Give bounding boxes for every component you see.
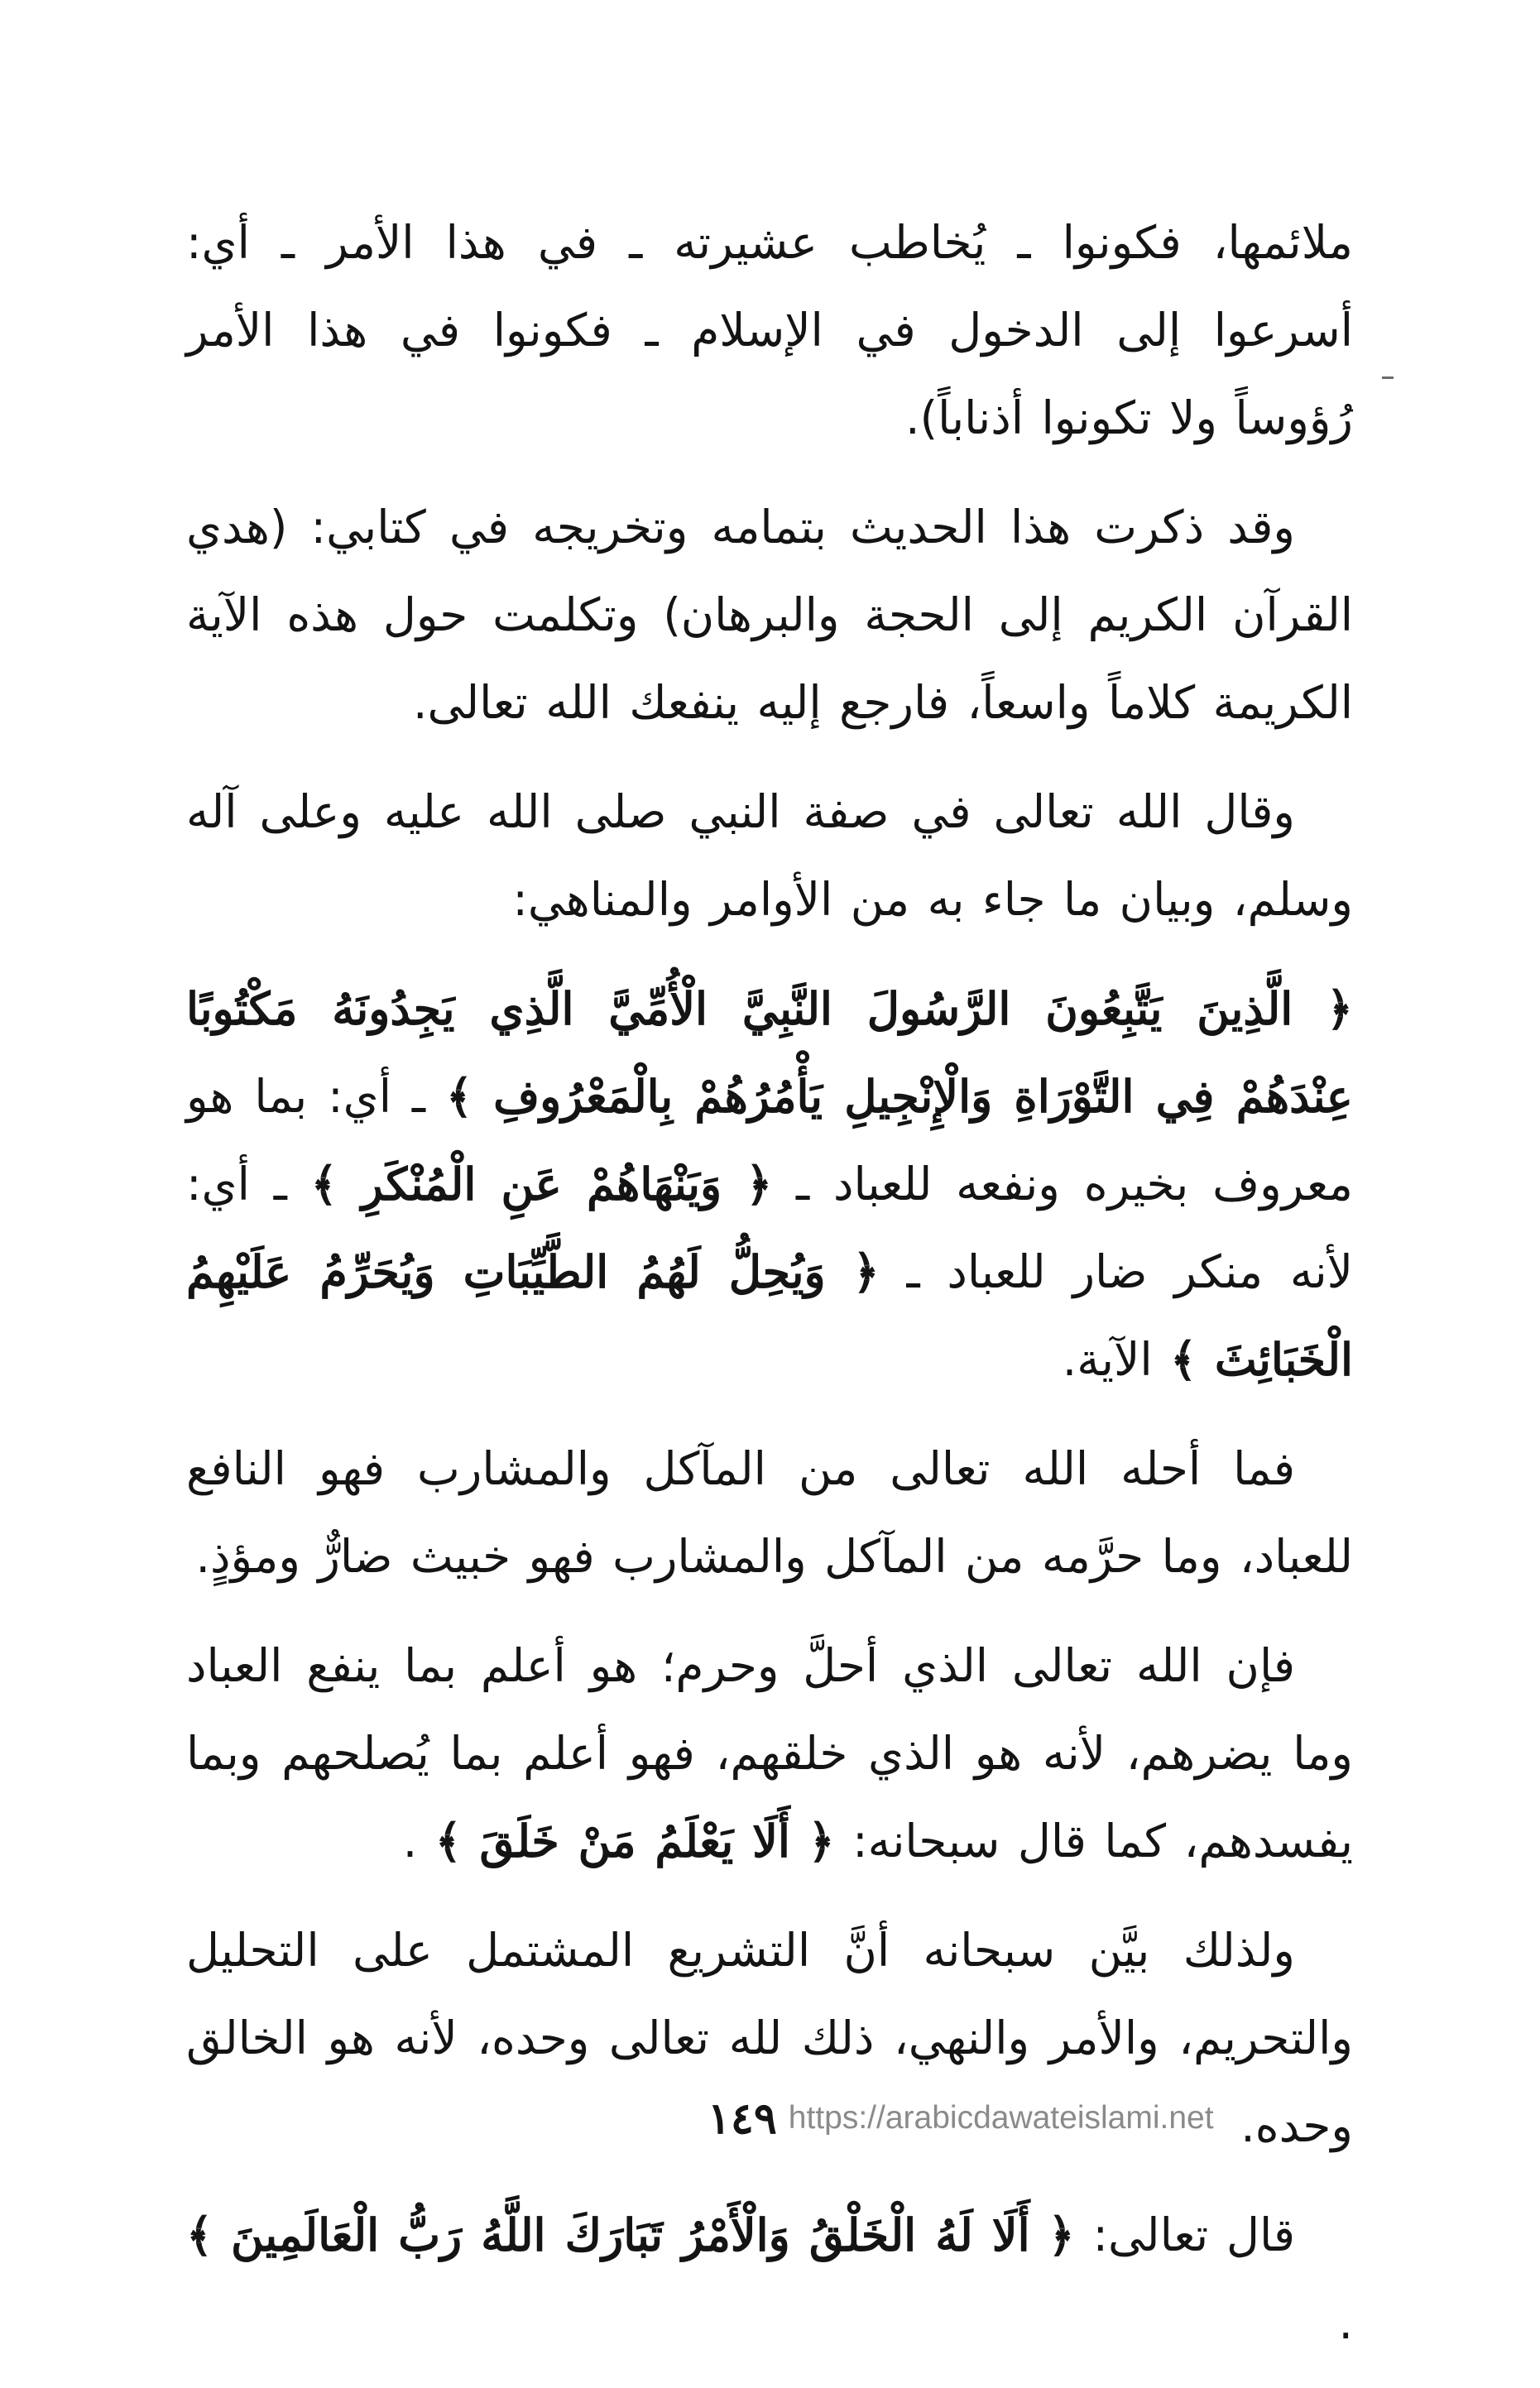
paragraph-3 xyxy=(186,768,1353,943)
quran-passage xyxy=(186,965,1353,1403)
ornate-bracket-open-icon: ﴿ xyxy=(1326,982,1354,1035)
scan-mark xyxy=(1382,376,1394,379)
quran-verse-1: الَّذِينَ يَتَّبِعُونَ الرَّسُولَ النَّبِيَّ الْأُمِّيَّ الَّذِي يَجِدُونَهُ مَكْتُوبًا عِنْدَهُمْ فِي التَّوْرَاةِ وَالْإِنْجِيلِ يَأْمُرُهُمْ بِالْمَعْرُوفِ xyxy=(186,982,1354,1123)
ornate-bracket-open-icon: ﴿ xyxy=(745,1158,773,1211)
paragraph-2-text: وقد ذكرت هذا الحديث بتمامه وتخريجه في كتابي: (هدي القرآن الكريم إلى الحجة والبرهان) وتكلمت حول هذه الآية الكريمة كلاماً واسعاً، فارجع إليه ينفعك الله تعالى. xyxy=(186,501,1353,729)
paragraph-6-text: فإن الله تعالى الذي أحلَّ وحرم؛ هو أعلم بما ينفع العباد وما يضرهم، لأنه هو الذي خلقهم، فهو أعلم بما يُصلحهم وبما يفسدهم، كما قال سبحانه: xyxy=(186,1639,1353,1868)
ornate-bracket-open-icon: ﴿ xyxy=(808,1815,835,1868)
paragraph-6 xyxy=(186,1622,1353,1885)
ornate-bracket-close-icon: ﴾ xyxy=(310,1158,338,1211)
paragraph-7-text: ولذلك بيَّن سبحانه أنَّ التشريع المشتمل على التحليل والتحريم، والأمر والنهي، ذلك لله تعالى وحده، لأنه هو الخالق وحده. xyxy=(186,1924,1353,2152)
ornate-bracket-open-icon: ﴿ xyxy=(1048,2208,1075,2261)
commentary-2: ـ أي: لأنه منكر ضار للعباد ـ xyxy=(186,1158,1354,1298)
commentary-1: ـ أي: بما هو معروف بخيره ونفعه للعباد ـ xyxy=(186,1070,1354,1211)
quran-verse-5: أَلَا لَهُ الْخَلْقُ وَالْأَمْرُ تَبَارَكَ اللَّهُ رَبُّ الْعَالَمِينَ xyxy=(231,2208,1030,2261)
paragraph-8-end: . xyxy=(1338,2296,1353,2349)
ornate-bracket-open-icon: ﴿ xyxy=(852,1245,880,1298)
paragraph-6-end: . xyxy=(402,1815,418,1868)
watermark-url: https://arabicdawateislami.net xyxy=(788,2100,1214,2136)
paragraph-5-text: فما أحله الله تعالى من المآكل والمشارب فهو النافع للعباد، وما حرَّمه من المآكل والمشارب فهو خبيث ضارٌّ ومؤذٍ. xyxy=(186,1442,1353,1583)
ornate-bracket-close-icon: ﴾ xyxy=(1170,1333,1197,1386)
ornate-bracket-close-icon: ﴾ xyxy=(434,1815,462,1868)
paragraph-8-text: قال تعالى: xyxy=(1092,2208,1295,2261)
page-number: ١٤٩ xyxy=(708,2093,777,2144)
page-footer xyxy=(708,2093,1254,2143)
page-body xyxy=(186,199,1353,2388)
ornate-bracket-close-icon: ﴾ xyxy=(186,2208,213,2261)
quran-verse-4: أَلَا يَعْلَمُ مَنْ خَلَقَ xyxy=(479,1815,790,1868)
paragraph-1-text: ملائمها، فكونوا ـ يُخاطب عشيرته ـ في هذا الأمر ـ أي: أسرعوا إلى الدخول في الإسلام ـ فكونوا في هذا الأمر رُؤوساً ولا تكونوا أذناباً). xyxy=(186,216,1353,444)
paragraph-8 xyxy=(186,2191,1353,2366)
quran-verse-2: وَيَنْهَاهُمْ عَنِ الْمُنْكَرِ xyxy=(361,1158,722,1211)
ornate-bracket-close-icon: ﴾ xyxy=(445,1070,473,1123)
commentary-3: الآية. xyxy=(1062,1333,1153,1386)
paragraph-5 xyxy=(186,1425,1353,1600)
paragraph-2 xyxy=(186,483,1353,746)
paragraph-3-text: وقال الله تعالى في صفة النبي صلى الله عليه وعلى آله وسلم، وبيان ما جاء به من الأوامر والمناهي: xyxy=(186,785,1353,926)
paragraph-1 xyxy=(186,199,1353,462)
quran-verse-3: وَيُحِلُّ لَهُمُ الطَّيِّبَاتِ وَيُحَرِّمُ عَلَيْهِمُ الْخَبَائِثَ xyxy=(186,1245,1353,1386)
